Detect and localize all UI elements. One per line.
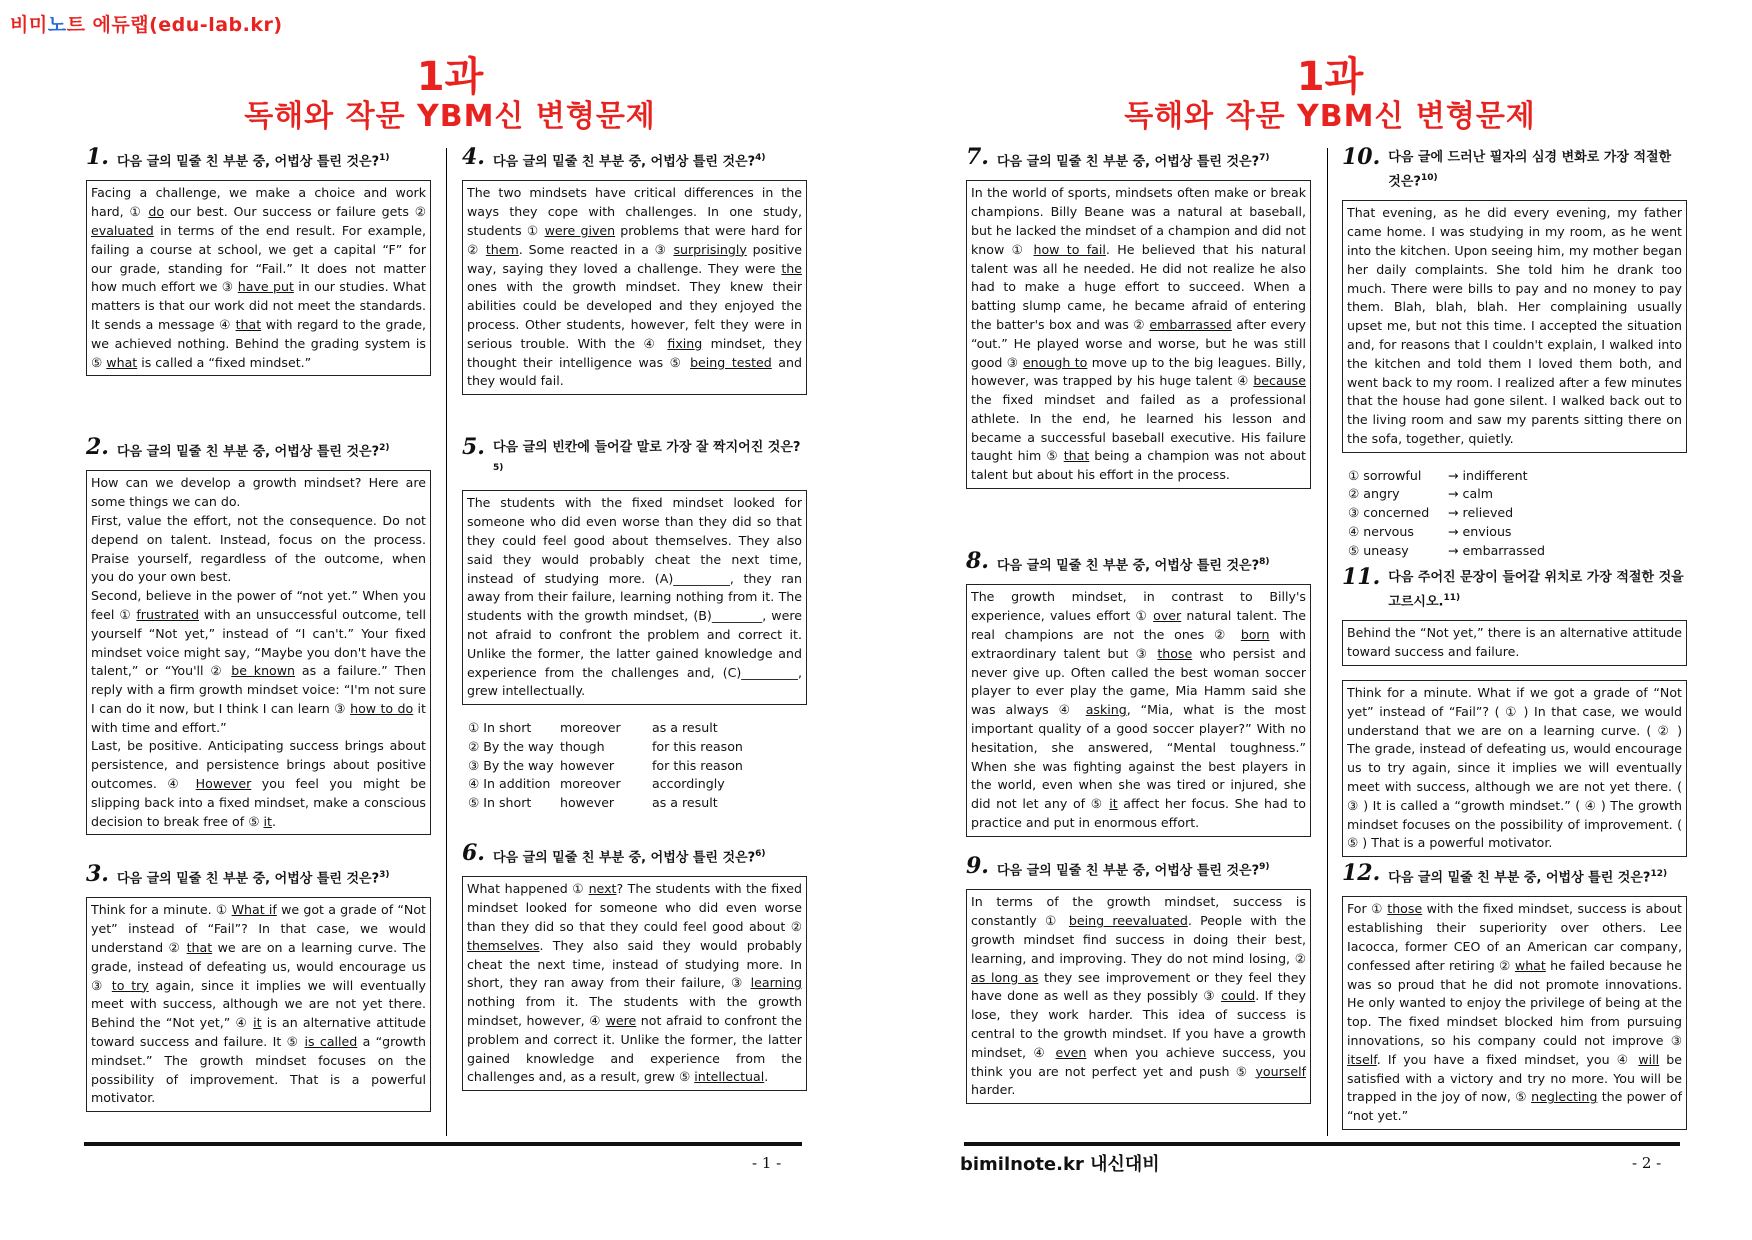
question-10-number: 10. <box>1342 144 1381 170</box>
question-8-number: 8. <box>966 548 989 574</box>
choice-row[interactable]: ① In short moreover as a result <box>468 720 718 736</box>
question-6-prompt: 다음 글의 밑줄 친 부분 중, 어법상 틀린 것은? <box>492 850 756 866</box>
footnote-ref: 2) <box>379 443 390 453</box>
choice-row[interactable]: ④ In addition moreover accordingly <box>468 776 725 792</box>
choice-row[interactable]: ③ concerned → relieved <box>1348 505 1514 521</box>
question-12-number: 12. <box>1342 860 1381 886</box>
question-9-header <box>966 855 1311 881</box>
question-9-prompt: 다음 글의 밑줄 친 부분 중, 어법상 틀린 것은? <box>996 863 1260 879</box>
page2-footer-brand: bimilnote.kr 내신대비 <box>960 1154 1160 1175</box>
page2-lesson: 1과 <box>1296 54 1364 100</box>
brand-char-4: 트 <box>66 14 86 36</box>
footnote-ref: 7) <box>1259 153 1270 163</box>
footnote-ref: 10) <box>1420 173 1438 183</box>
choice-row[interactable]: ⑤ uneasy → embarrassed <box>1348 542 1545 558</box>
choice-row[interactable]: ② By the way though for this reason <box>468 738 743 754</box>
question-3-header <box>86 863 431 889</box>
question-11-passage: Think for a minute. What if we got a grade of “Not yet” instead of “Fail”? ( ① ) In that case, we would understand that we are on a learning curve. ( ② ) The grade, instead of defeating us, would encourage us to try again, since it implies we will eventually meet with success, although we are not yet there. ( ③ ) It is called a “growth mindset.” ( ④ ) The growth mindset focuses on the possibility of improvement. ( ⑤ ) That is a powerful motivator. <box>1342 680 1687 857</box>
question-10-header <box>1342 146 1687 192</box>
question-1 <box>86 146 431 376</box>
question-5 <box>462 436 807 813</box>
question-6-number: 6. <box>462 840 485 866</box>
question-4-prompt: 다음 글의 밑줄 친 부분 중, 어법상 틀린 것은? <box>492 154 756 170</box>
question-9 <box>966 855 1311 1104</box>
question-10 <box>1342 146 1687 561</box>
question-5-passage: The students with the fixed mindset looked for someone who did even worse than they did so that they could feel good about themselves. They also said they would probably cheat the next time, instead of studying more. (A)_________, they ran away from their failure, learning nothing from it. The students with the growth mindset, (B)________, were not afraid to confront the problem and correct it. Unlike the former, the latter gained knowledge and experience from the challenges and, (C)_________, grew intellectually. <box>462 490 807 705</box>
brand-logo <box>10 10 283 37</box>
question-2-prompt: 다음 글의 밑줄 친 부분 중, 어법상 틀린 것은? <box>116 444 380 460</box>
footnote-ref: 12) <box>1650 869 1668 879</box>
page1-title <box>220 55 680 135</box>
question-5-choices <box>462 719 807 813</box>
page2-subtitle: 독해와 작문 YBM신 변형문제 <box>1124 99 1536 134</box>
question-9-number: 9. <box>966 853 989 879</box>
question-10-prompt: 다음 글에 드러난 필자의 심경 변화로 가장 적절한 것은? <box>1388 150 1672 190</box>
page2-column-divider <box>1327 148 1328 1136</box>
question-10-passage: That evening, as he did every evening, my father came home. I was studying in my room, as he went into the kitchen. Upon seeing him, my mother began her daily complaints. She told him he drank too much. There were bills to pay and no money to pay them. Blah, blah, blah. Her complaining usually upset me, but not this time. I accepted the situation and, for reasons that I couldn't explain, I walked into the kitchen and told them I loved them both, and went back to my room. I realized after a few minutes that the house had gone silent. I walked back out to the living room and saw my parents sitting there on the sofa, together, quietly. <box>1342 200 1687 452</box>
question-12-prompt: 다음 글의 밑줄 친 부분 중, 어법상 틀린 것은? <box>1388 870 1651 886</box>
question-8-header <box>966 550 1311 576</box>
question-8-passage: The growth mindset, in contrast to Billy's experience, values effort ① over natural talent. The real champions are not the ones ② born with extraordinary talent but ③ those who persist and never give up. Often called the best woman soccer player to ever play the game, Mia Hamm said she was always ④ asking, “Mia, what is the most important quality of a good soccer player?” With no hesitation, she answered, “Mental toughness.” When she was fighting against the best players in the world, even when she was tired or injured, she did not let any of ⑤ it affect her focus. She had to practice and put in enormous effort. <box>966 584 1311 836</box>
brand-char-3: 노 <box>47 14 67 36</box>
question-8 <box>966 550 1311 837</box>
question-1-prompt: 다음 글의 밑줄 친 부분 중, 어법상 틀린 것은? <box>116 154 380 170</box>
page1-subtitle: 독해와 작문 YBM신 변형문제 <box>244 99 656 134</box>
question-8-prompt: 다음 글의 밑줄 친 부분 중, 어법상 틀린 것은? <box>996 558 1260 574</box>
question-3-passage: Think for a minute. ① What if we got a grade of “Not yet” instead of “Fail”? In that case, we would understand ② that we are on a learning curve. The grade, instead of defeating us, would encourage us ③ to try again, since it implies we will eventually meet with success, although we are not yet there. Behind the “Not yet,” ④ it is an alternative attitude toward success and failure. It ⑤ is called a “growth mindset.” The growth mindset focuses on the possibility of improvement. That is a powerful motivator. <box>86 897 431 1112</box>
question-6 <box>462 842 807 1091</box>
page2-title <box>1100 55 1560 135</box>
question-10-choices <box>1342 467 1687 561</box>
choice-row[interactable]: ② angry → calm <box>1348 486 1493 502</box>
footnote-ref: 1) <box>379 153 390 163</box>
choice-row[interactable]: ① sorrowful → indifferent <box>1348 467 1528 483</box>
question-11-header <box>1342 566 1687 612</box>
question-4-number: 4. <box>462 144 485 170</box>
question-6-header <box>462 842 807 868</box>
question-3-number: 3. <box>86 861 109 887</box>
question-7-header <box>966 146 1311 172</box>
question-11 <box>1342 566 1687 857</box>
question-12 <box>1342 862 1687 1130</box>
question-4 <box>462 146 807 395</box>
question-5-number: 5. <box>462 434 485 460</box>
question-7 <box>966 146 1311 489</box>
question-2-header <box>86 436 431 462</box>
footnote-ref: 4) <box>755 153 766 163</box>
question-1-passage: Facing a challenge, we make a choice and work hard, ① do our best. Our success or failure gets ② evaluated in terms of the end result. For example, failing a course at school, we get a capital “F” for our grade, standing for “Fail.” It does not matter how much effort we ③ have put in our studies. What matters is that our work did not meet the standards. It sends a message ④ that with regard to the grade, we achieved nothing. Behind the grading system is ⑤ what is called a “fixed mindset.” <box>86 180 431 376</box>
question-1-number: 1. <box>86 144 109 170</box>
footnote-ref: 6) <box>755 849 766 859</box>
question-11-given-sentence: Behind the “Not yet,” there is an alternative attitude toward success and failure. <box>1342 620 1687 666</box>
question-3 <box>86 863 431 1112</box>
footnote-ref: 3) <box>379 870 390 880</box>
question-6-passage: What happened ① next? The students with the fixed mindset looked for someone who did even worse than they did so that they could feel good about ② themselves. They also said they would probably cheat the next time, instead of studying more. In short, they ran away from their failure, ③ learning nothing from it. The students with the growth mindset, however, ④ were not afraid to confront the problem and correct it. Unlike the former, the latter gained knowledge and experience from the challenges and, as a result, grew ⑤ intellectual. <box>462 876 807 1091</box>
footnote-ref: 5) <box>492 463 504 473</box>
question-9-passage: In terms of the growth mindset, success is constantly ① being reevaluated. People with the growth mindset find success in doing their best, learning, and improving. They do not mind losing, ② as long as they see improvement or they feel they have done as well as they possibly ③ could. If they lose, they work harder. This idea of success is central to the growth mindset. If you have a growth mindset, ④ even when you achieve success, you think you are not perfect yet and push ⑤ yourself harder. <box>966 889 1311 1104</box>
brand-char-1: 비 <box>10 14 29 36</box>
page1-column-divider <box>446 148 447 1136</box>
question-5-header <box>462 436 807 482</box>
question-11-prompt: 다음 주어진 문장이 들어갈 위치로 가장 적절한 것을 고르시오. <box>1388 570 1684 610</box>
choice-row[interactable]: ④ nervous → envious <box>1348 524 1512 540</box>
page1-number: - 1 - <box>752 1154 782 1172</box>
page1-lesson: 1과 <box>416 54 484 100</box>
footnote-ref: 8) <box>1259 557 1270 567</box>
brand-domain: 에듀랩(edu-lab.kr) <box>85 14 283 36</box>
page1-footer-rule <box>84 1142 802 1146</box>
footnote-ref: 9) <box>1259 862 1270 872</box>
footnote-ref: 11) <box>1443 593 1461 603</box>
question-12-header <box>1342 862 1687 888</box>
question-4-header <box>462 146 807 172</box>
question-5-prompt: 다음 글의 빈칸에 들어갈 말로 가장 잘 짝지어진 것은? <box>492 440 801 455</box>
question-11-number: 11. <box>1342 564 1381 590</box>
question-12-passage: For ① those with the fixed mindset, success is about establishing their superiority over others. Lee Iacocca, former CEO of an American car company, confessed after retiring ② what he failed because he was so proud that he did not promote innovations. He only wanted to enjoy the privilege of being at the top. The fixed mindset blocked him from pursuing innovations, so his company could not improve ③ itself. If you have a fixed mindset, you ④ will be satisfied with a victory and try no more. You will be trapped in the joy of now, ⑤ neglecting the power of “not yet.” <box>1342 896 1687 1130</box>
question-7-passage: In the world of sports, mindsets often make or break champions. Billy Beane was a natural at baseball, but he lacked the mindset of a champion and did not know ① how to fail. He believed that his natural talent was all he needed. He did not realize he also had to make a huge effort to succeed. When a batting slump came, he became afraid of entering the batter's box and was ② embarrassed after every “out.” He played worse and worse, but he was still good ③ enough to move up to the big leagues. Billy, however, was trapped by his huge talent ④ because the fixed mindset and failed as a professional athlete. In the end, he learned his lesson and became a successful baseball executive. His failure taught him ⑤ that being a champion was not about talent but about his effort in the process. <box>966 180 1311 489</box>
brand-char-2: 미 <box>28 14 48 36</box>
question-2-passage: How can we develop a growth mindset? Here are some things we can do. First, value the effort, not the consequence. Do not depend on talent. Instead, focus on the process. Praise yourself, regardless of the outcome, when you do your own best. Second, believe in the power of “not yet.” When you feel ① frustrated with an unsuccessful outcome, tell yourself “Not yet,” instead of “I can't.” Your fixed mindset voice might say, “Maybe you don't have the talent,” or “You'll ② be known as a failure.” Then reply with a firm growth mindset voice: “I'm not sure I can do it now, but I think I can learn ③ how to do it with time and effort.” Last, be positive. Anticipating success brings about persistence, and persistence brings about positive outcomes. ④ However you feel you might be slipping back into a fixed mindset, make a conscious decision to break free of ⑤ it. <box>86 470 431 835</box>
question-2-number: 2. <box>86 434 109 460</box>
question-7-prompt: 다음 글의 밑줄 친 부분 중, 어법상 틀린 것은? <box>996 154 1260 170</box>
choice-row[interactable]: ③ By the way however for this reason <box>468 757 743 773</box>
page2-footer-rule <box>964 1142 1680 1146</box>
question-7-number: 7. <box>966 144 989 170</box>
page2-number: - 2 - <box>1632 1154 1662 1172</box>
question-4-passage: The two mindsets have critical differences in the ways they cope with challenges. In one study, students ① were given problems that were hard for ② them. Some reacted in a ③ surprisingly positive way, saying they loved a challenge. They were the ones with the growth mindset. They knew their abilities could be developed and they enjoyed the process. Other students, however, felt they were in serious trouble. With the ④ fixing mindset, they thought their intelligence was ⑤ being tested and they would fail. <box>462 180 807 395</box>
question-1-header <box>86 146 431 172</box>
question-2 <box>86 436 431 835</box>
question-3-prompt: 다음 글의 밑줄 친 부분 중, 어법상 틀린 것은? <box>116 871 380 887</box>
choice-row[interactable]: ⑤ In short however as a result <box>468 795 718 811</box>
